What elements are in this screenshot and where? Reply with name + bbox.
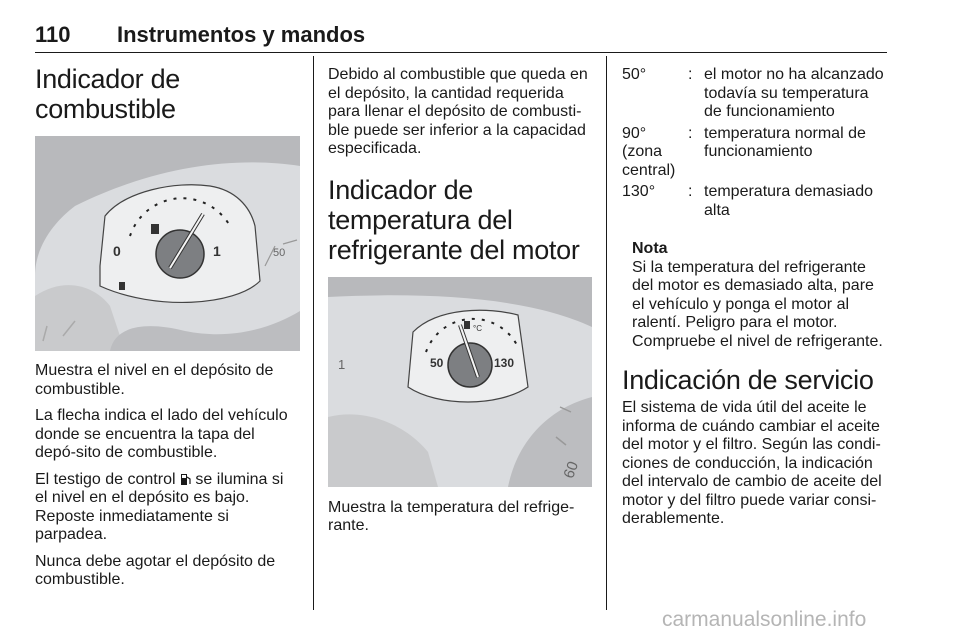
column-2 [328, 66, 592, 544]
watermark: carmanualsonline.info [662, 608, 867, 631]
table-value: temperatura demasiado alta [704, 183, 873, 219]
text-fragment: se ilumina si el nivel en el depósito es bajo. Reposte inmediatamente si parpadea. [35, 470, 284, 543]
note-text: Si la temperatura del refrigerante del motor es demasiado alta, pare el vehículo y ponga el motor al ralentí. Peligro para el motor. Compruebe el nivel de refrigerante. [632, 258, 883, 350]
table-value: el motor no ha alcanzado todavía su temperatura de funcionamiento [704, 66, 884, 120]
table-key: 50° [622, 66, 647, 83]
figure-caption: Muestra la temperatura del refrige-rante. [328, 498, 575, 534]
temperature-table [622, 66, 888, 220]
column-divider [313, 56, 314, 610]
paragraph: Debido al combustible que queda en el depósito, la cantidad requerida para llenar el depósito de combusti-ble puede ser inferior a la capacidad especificada. [328, 66, 588, 157]
coolant-gauge-figure [328, 277, 592, 487]
column-divider [606, 56, 607, 610]
table-colon: : [688, 183, 693, 200]
fuel-warning-icon [180, 472, 191, 486]
table-colon: : [688, 124, 693, 142]
table-key: 90° (zona central) [622, 124, 676, 179]
gauge-label-1: 1 [338, 356, 346, 372]
coolant-temperature-icon [464, 321, 470, 329]
page-number: 110 [35, 22, 71, 47]
gauge-label-0: 0 [113, 243, 121, 259]
paragraph [35, 471, 300, 545]
note-box [622, 240, 888, 351]
fuel-gauge-illustration [35, 136, 300, 351]
fuel-pump-icon [151, 224, 159, 234]
coolant-gauge-illustration [328, 277, 592, 487]
table-row [622, 125, 888, 181]
section-heading-coolant: Indicador de temperatura del refrigerante del motor [328, 174, 580, 265]
note-title: Nota [632, 240, 668, 257]
table-colon: : [688, 66, 693, 83]
section-heading-service: Indicación de servicio [622, 365, 874, 395]
section-heading-fuel: Indicador de combustible [35, 64, 181, 124]
paragraph: Nunca debe agotar el depósito de combustible. [35, 552, 276, 588]
gauge-unit-label: °C [473, 323, 482, 333]
fuel-gauge-figure [35, 136, 300, 351]
fuel-pump-icon-small [119, 282, 125, 290]
table-key: 130° [622, 183, 656, 200]
column-3 [622, 66, 888, 537]
gauge-label-60: 60 [560, 458, 583, 481]
table-row [622, 66, 888, 122]
paragraph: La flecha indica el lado del vehículo donde se encuentra la tapa del depó-sito de combustible. [35, 407, 288, 461]
gauge-label-130: 130 [494, 355, 515, 370]
paragraph: Muestra el nivel en el depósito de combustible. [35, 362, 274, 398]
table-value: temperatura normal de funcionamiento [704, 124, 866, 160]
gauge-label-50: 50 [273, 247, 286, 259]
table-row [622, 183, 888, 220]
paragraph: El sistema de vida útil del aceite le informa de cuándo cambiar el aceite del motor y el filtro. Según las condi-ciones de conducción, la indicación del intervalo de cambio de aceite del motor y del filtro puede variar consi-derablemente. [622, 399, 882, 527]
gauge-label-50: 50 [430, 355, 444, 370]
text-fragment: El testigo de control [35, 470, 180, 488]
gauge-label-1: 1 [213, 243, 221, 259]
column-1 [35, 64, 300, 598]
page-header [35, 22, 887, 53]
chapter-title: Instrumentos y mandos [117, 22, 366, 47]
